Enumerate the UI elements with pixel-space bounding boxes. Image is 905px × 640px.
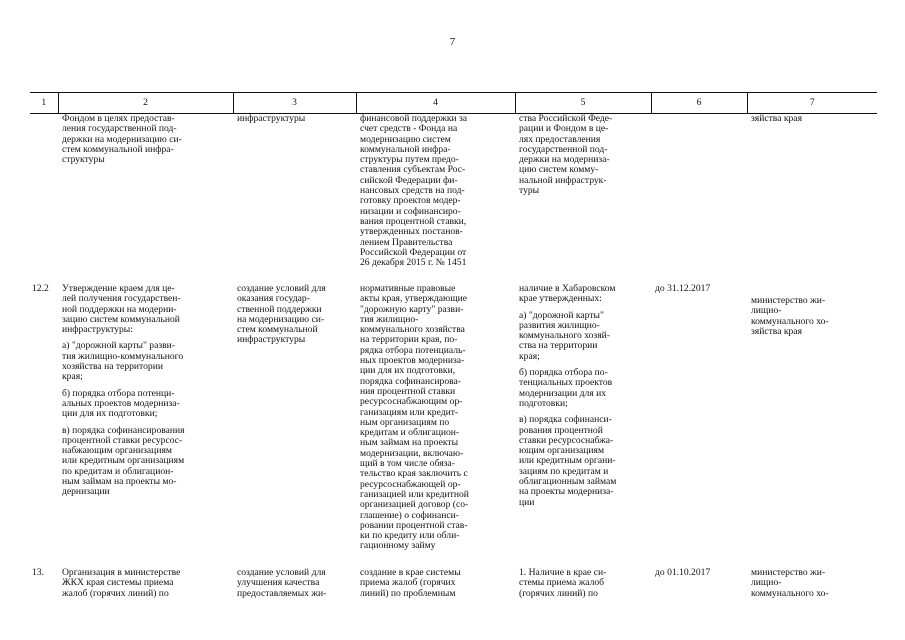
table-row bbox=[30, 568, 877, 599]
cell-text: а) "дорожной карты" разви- тия жилищно-коммунального хозяйства на территории края; bbox=[62, 340, 184, 383]
cell-text: зяйства края bbox=[751, 113, 802, 124]
header-col-6: 6 bbox=[651, 93, 747, 114]
header-col-7: 7 bbox=[747, 93, 877, 114]
header-col-2: 2 bbox=[58, 93, 233, 114]
cell-text: создание в крае системы приема жалоб (горячих линий) по проблемным bbox=[360, 568, 461, 599]
cell-deadline: до 01.10.2017 bbox=[655, 568, 711, 578]
cell-responsible bbox=[747, 114, 877, 285]
row-number bbox=[30, 114, 58, 285]
header-col-3: 3 bbox=[233, 93, 356, 114]
cell-deadline bbox=[651, 114, 747, 285]
cell-text: б) порядка отбора потенци- альных проектов модерниза- ции для их подготовки; bbox=[62, 387, 180, 420]
program-table bbox=[30, 92, 877, 599]
header-col-5: 5 bbox=[515, 93, 651, 114]
cell-text: в) порядка софинанси- рования процентной ставки ресурсоснабжа- ющим организациям или кредитным органи- зациям по кредитам и облигационным займам на проекты модерниза- ции bbox=[519, 414, 617, 508]
cell-measure bbox=[58, 284, 233, 568]
cell-goal bbox=[233, 114, 356, 285]
cell-indicator bbox=[515, 284, 651, 568]
cell-deadline: до 31.12.2017 bbox=[655, 284, 711, 294]
header-col-4: 4 bbox=[356, 93, 515, 114]
cell-text: создание условий для оказания государ- ственной поддержки на модернизацию си- стем коммунальной инфраструктуры bbox=[237, 284, 326, 346]
cell-text: финансовой поддержки за счет средств - Фонда на модернизацию систем коммунальной инфра- структуры путем предо- ставления субъектам Рос- сийской Федерации фи- нансовых средств на под- готовку проектов модер- низации и софинансиро- вания процентной ставки, утвержденных постанов- лением Правительства Российской Федерации от 26 декабря 2015 г. № 1451 bbox=[360, 113, 468, 269]
cell-indicator bbox=[515, 114, 651, 285]
row-number: 13. bbox=[32, 568, 44, 578]
table-row bbox=[30, 114, 877, 285]
cell-indicator bbox=[515, 568, 651, 599]
cell-text: создание условий для улучшения качества предоставляемых жи- bbox=[237, 568, 327, 599]
cell-result bbox=[356, 568, 515, 599]
cell-result bbox=[356, 284, 515, 568]
cell-result bbox=[356, 114, 515, 285]
table-row bbox=[30, 284, 877, 568]
cell-text: ства Российской Феде- рации и Фондом в це- лях предоставления государственной под- держки на модерниза- цию систем комму- нальной инфраструк- туры bbox=[519, 113, 613, 197]
cell-text: Организация в министерстве ЖКХ края системы приема жалоб (горячих линий) по bbox=[62, 568, 181, 599]
cell-measure bbox=[58, 114, 233, 285]
cell-text: нормативные правовые акты края, утверждающие "дорожную карту" разви- тия жилищно- коммунального хозяйства на территории края, по- рядка отбора потенциаль- ных проектов модерниза- ции для их подготовки, порядка софинансирова- ния процентной ставки ресурсоснабжающим ор- ганизациям или кредит- ным организациям по кредитам и облигацион- ным займам на проекты модернизации, включаю- щий в том числе обяза- тельство края заключить с ресурсоснабжающей ор- ганизацией или кредитной организацией договор (со- глашение) о софинанси- ровании процентной став- ки по кредиту или обли- гационному займу bbox=[360, 284, 469, 552]
cell-text: Фондом в целях предостав- ления государственной под- держки на модернизацию си- стем коммунальной инфра- структуры bbox=[62, 113, 182, 166]
row-number: 12.2 bbox=[32, 284, 49, 294]
page-number: 7 bbox=[449, 36, 456, 48]
cell-text: министерство жи- лищно- коммунального хо- зяйства края bbox=[751, 295, 829, 337]
cell-text: в) порядка софинансирования процентной ставки ресурсос- набжающим организациям или кредитным организациям по кредитам и облигацион- ным займам на проекты мо- дернизации bbox=[62, 424, 185, 498]
cell-text: инфраструктуры bbox=[237, 113, 306, 124]
cell-text: 1. Наличие в крае си- стемы приема жалоб (горячих линий) по bbox=[519, 568, 607, 599]
cell-goal bbox=[233, 284, 356, 568]
cell-text: б) порядка отбора по- тенциальных проектов модернизации для их подготовки; bbox=[519, 367, 613, 409]
header-col-1: 1 bbox=[30, 93, 58, 114]
cell-measure bbox=[58, 568, 233, 599]
cell-responsible bbox=[747, 568, 877, 599]
table-header bbox=[30, 93, 877, 114]
cell-text: министерство жи- лищно- коммунального хо- bbox=[751, 568, 829, 599]
cell-text: наличие в Хабаровском крае утвержденных: bbox=[519, 284, 616, 305]
cell-goal bbox=[233, 568, 356, 599]
cell-responsible bbox=[747, 284, 877, 568]
cell-text: Утверждение краем для це- лей получения государствен- ной поддержки на модерни- зацию систем коммунальной инфраструктуры: bbox=[62, 284, 181, 336]
cell-text: а) "дорожной карты" развития жилищно- коммунального хозяй- ства на территории края; bbox=[519, 309, 610, 362]
